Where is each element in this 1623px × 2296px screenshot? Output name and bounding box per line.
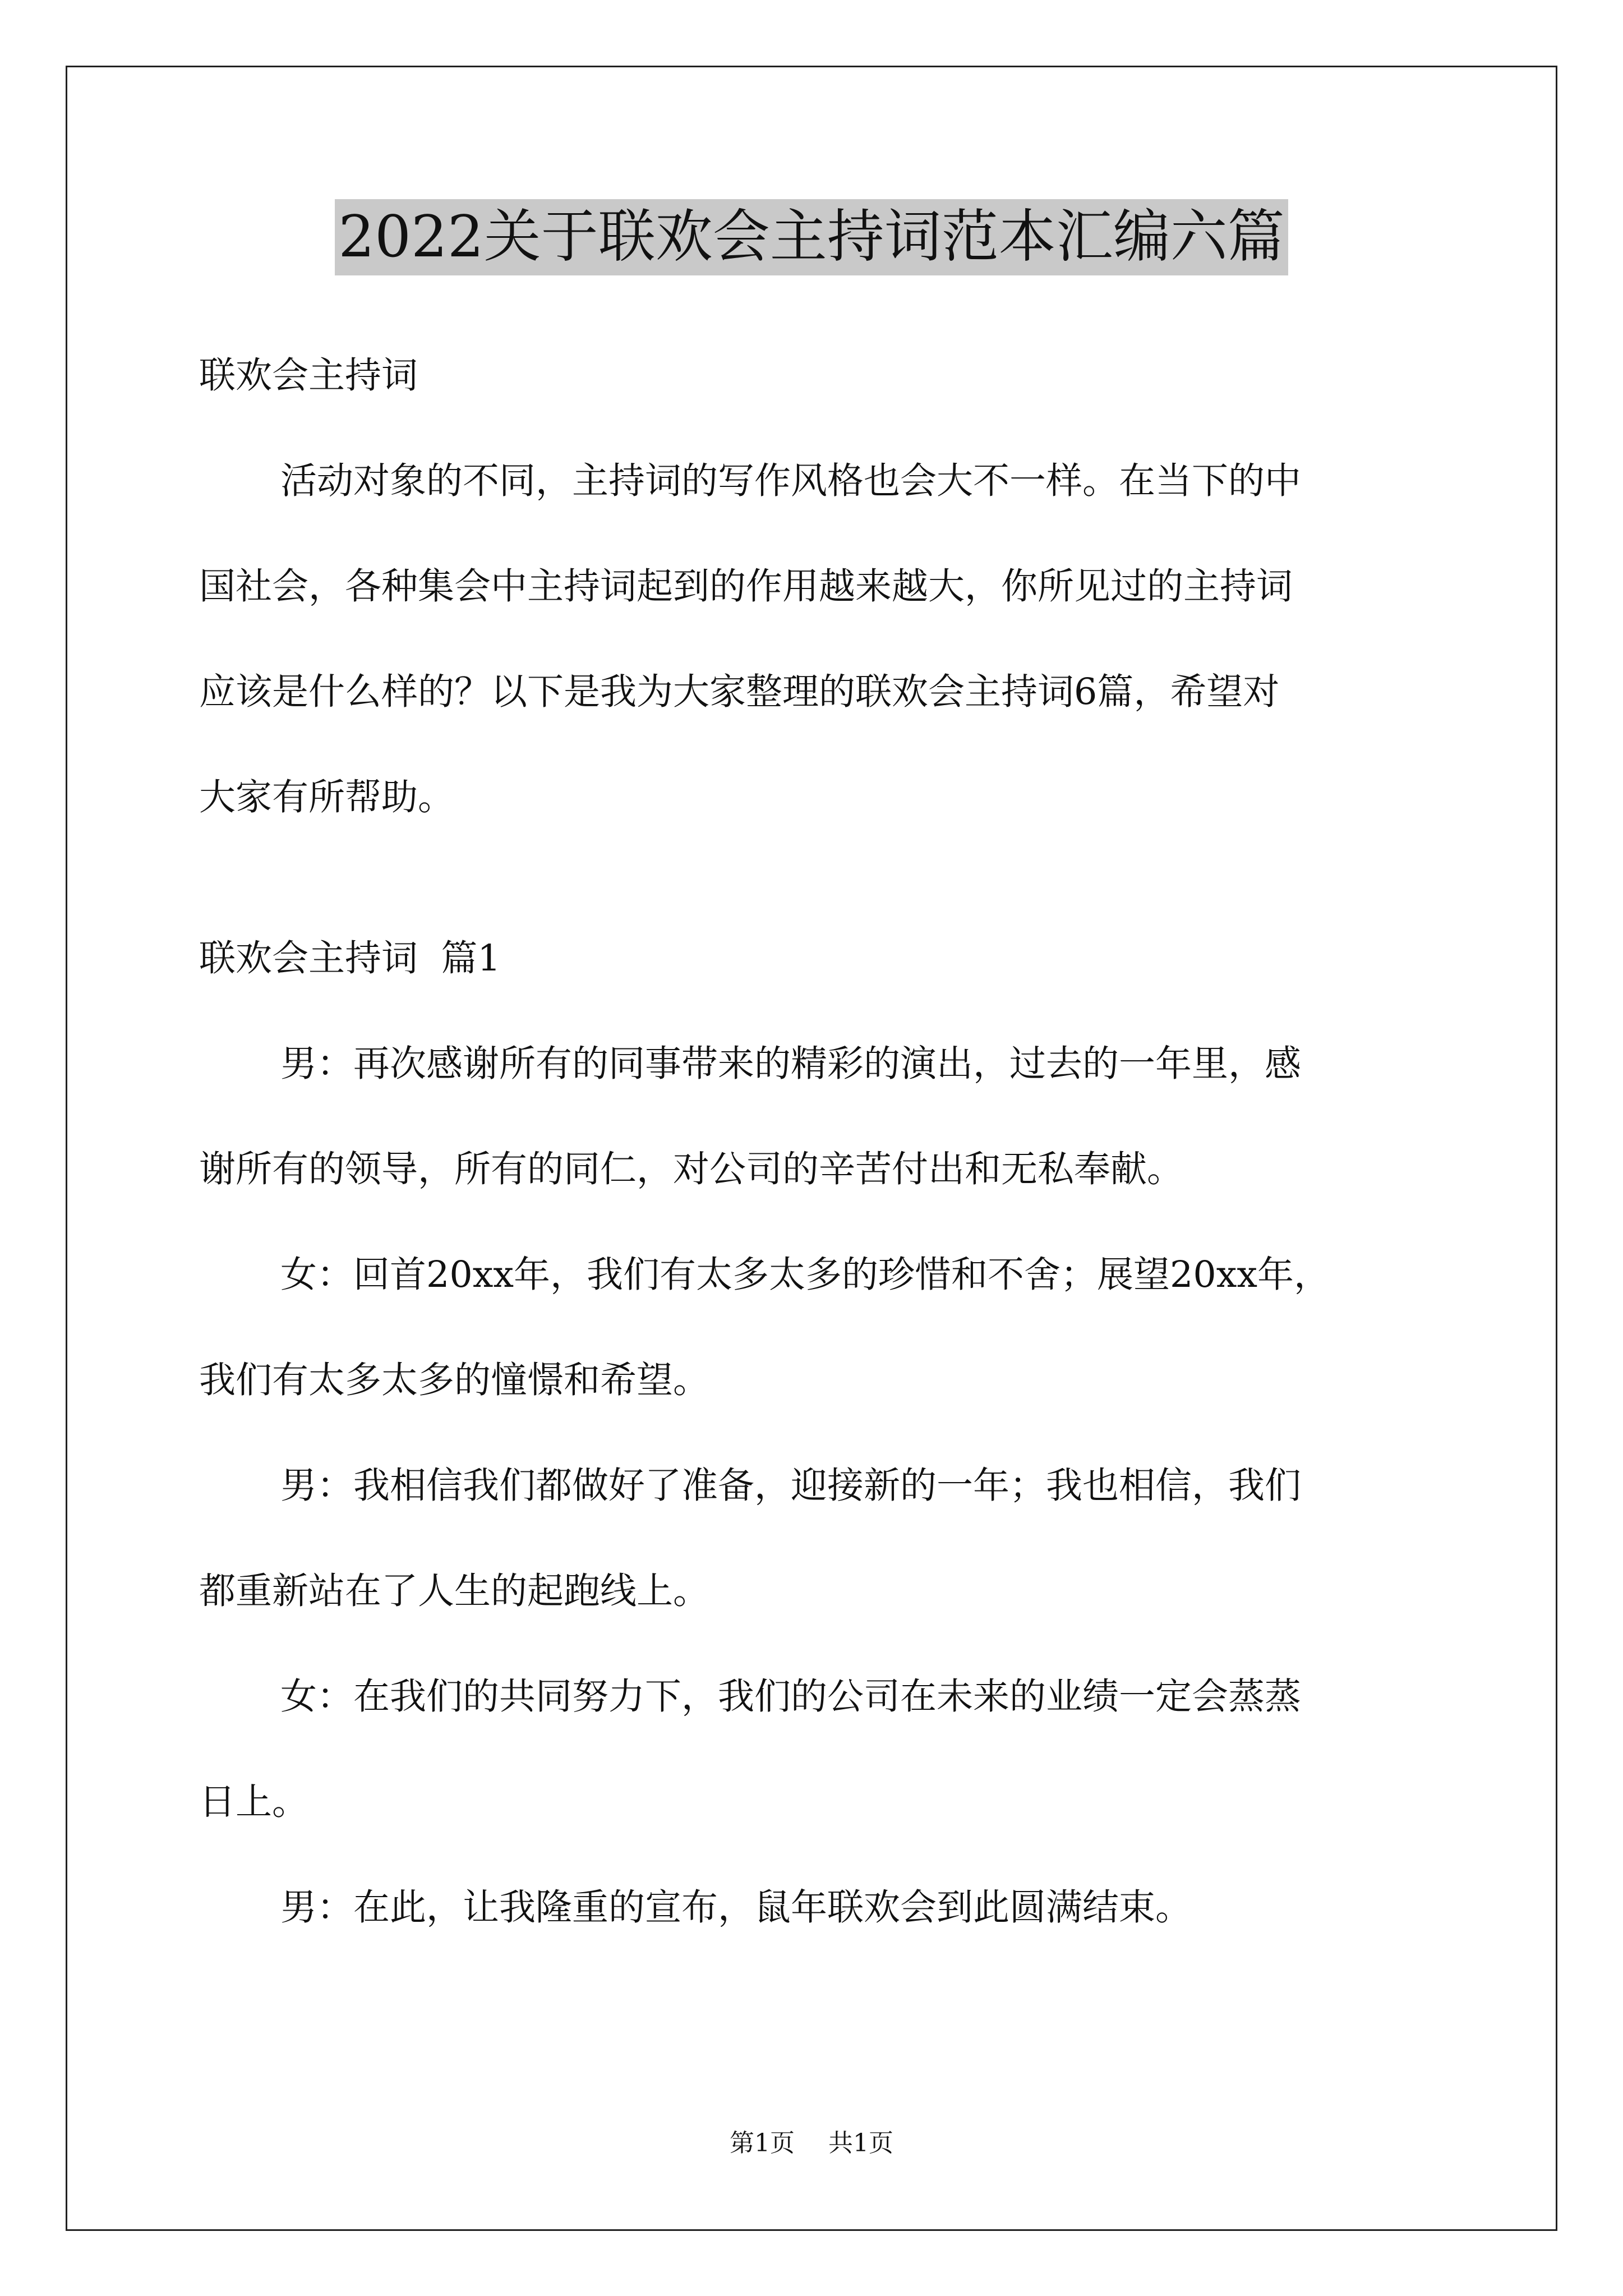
intro-line: 应该是什么样的？以下是我为大家整理的联欢会主持词6篇，希望对 [199,671,1280,713]
page-footer [0,2127,1623,2160]
dialogue-line: 女：回首20xx年，我们有太多太多的珍惜和不舍；展望20xx年， [280,1254,1331,1296]
dialogue-line: 谢所有的领导，所有的同仁，对公司的辛苦付出和无私奉献。 [199,1148,1184,1190]
dialogue-line: 男：我相信我们都做好了准备，迎接新的一年；我也相信，我们 [280,1465,1302,1507]
spacer [199,824,1433,932]
dialogue-line: 男：在此，让我隆重的宣布，鼠年联欢会到此圆满结束。 [280,1887,1192,1929]
document-title: 2022关于联欢会主持词范本汇编六篇 [335,199,1288,275]
intro-line: 活动对象的不同，主持词的写作风格也会大不一样。在当下的中 [280,460,1302,502]
part-heading: 联欢会主持词 篇1 [199,937,501,979]
document-body [199,349,1433,1986]
intro-line: 国社会，各种集会中主持词起到的作用越来越大，你所见过的主持词 [199,565,1293,608]
intro-line: 大家有所帮助。 [199,776,455,818]
page-number: 第1页 [730,2129,795,2157]
page-total: 共1页 [828,2129,893,2157]
dialogue-line: 我们有太多太多的憧憬和希望。 [199,1359,710,1401]
dialogue-line: 男：再次感谢所有的同事带来的精彩的演出，过去的一年里，感 [280,1043,1302,1085]
dialogue-line: 日上。 [199,1781,309,1823]
dialogue-line: 都重新站在了人生的起跑线上。 [199,1570,710,1612]
dialogue-line: 女：在我们的共同努力下，我们的公司在未来的业绩一定会蒸蒸 [280,1676,1302,1718]
section-heading: 联欢会主持词 [199,355,418,397]
title-container [0,199,1623,275]
